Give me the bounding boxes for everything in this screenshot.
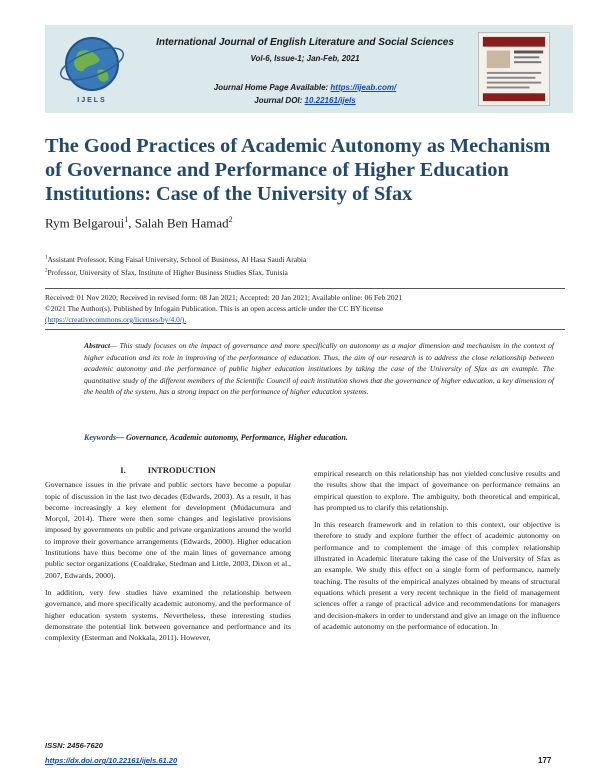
- journal-title: International Journal of English Literature and Social Sciences: [156, 37, 454, 48]
- keywords: [84, 433, 348, 442]
- license-line: ©2021 The Author(s). Published by Infogain Publication. This is an open access article under the CC BY license: [45, 304, 384, 313]
- abstract: [84, 340, 554, 398]
- doi-label: Journal DOI:: [254, 96, 305, 105]
- journal-doi: [140, 94, 470, 107]
- author-1-sup: 1: [124, 215, 129, 224]
- doi-link[interactable]: 10.22161/ijels: [304, 96, 356, 105]
- paragraph: In addition, very few studies have examined the relationship between governance, and more specifically academic autonomy, and the performance of higher education system systems. Nevertheless, these interesting studies demonstrate the potential link between governance and performance and its complexity (Esterman and Nokkala, 2011). However,: [45, 587, 291, 643]
- footer-issn: ISSN: 2456-7620: [45, 741, 103, 750]
- section-number: I.: [120, 465, 126, 475]
- body-right-column: [314, 468, 560, 638]
- journal-volume: Vol-6, Issue-1; Jan-Feb, 2021: [250, 54, 360, 63]
- dates-block: [45, 292, 565, 325]
- abstract-text: — This study focuses on the impact of governance and more specifically on autonomy as a major dimension and mechanism in the context of higher education and its role in improving of the performance of education. Thus, the aim of our research is to address the close relationship between academic autonomy and the performance of public higher education institutions by taking the case of the University of Sfax as an example. The quantitative study of the different members of the Scientific Council of each institution shows that the governance of higher education, a key dimension of the health of the system, has a strong impact on the performance of higher education systems.: [84, 341, 554, 396]
- paragraph: In this research framework and in relation to this context, our objective is therefore to study and explore further the effect of academic autonomy on performance and to complement the image of this complex relationship illustrated in Academic literature taking the case of the University of Sfax as an example. We study this effect on a single form of performance, namely teaching. The results of the empirical analyzes obtained by means of structural equations which present a very recent technique in the field of management sciences offer a range of practical advice and recommendations for managers and decision-makers in order to understand and give an image on the influence of academic autonomy on the performance of education. In: [314, 520, 560, 631]
- paper-title: The Good Practices of Academic Autonomy as Mechanism of Governance and Performance of Higher Education Institutions: Case of the University of Sfax: [45, 135, 551, 205]
- footer-doi-link[interactable]: https://dx.doi.org/10.22161/ijels.61.20: [45, 756, 178, 765]
- paragraph: empirical research on this relationship has not yielded conclusive results and the results show that the impact of governance on performance remains an empirical question to explore. The ambiguity, both theoretical and empirical, has prompted us to clarify this relationship.: [314, 469, 560, 512]
- paragraph: Governance issues in the private and public sectors have become a popular topic of discussion in the last two decades (Edwards, 2003). As a result, it has become increasingly a key element for development (Mudacumura and Morçol, 2014). There were then some changes and legislative provisions imposed by governments on public and private organizations around the world to improve their governance arrangements (Edwards, 2000). Higher education Institutions have thus become one of the main lines of governance among public sector organizations (Coaldrake, Stedman and Little, 2003, Dixon et al., 2007, Edwards, 2000).: [45, 480, 291, 580]
- journal-cover-image: [478, 32, 550, 106]
- section-title: INTRODUCTION: [147, 465, 216, 475]
- affil-1-sup: 1: [45, 255, 48, 261]
- keywords-label: Keywords: [84, 433, 116, 442]
- journal-logo-icon: [56, 30, 128, 102]
- home-label: Journal Home Page Available:: [213, 83, 331, 92]
- affiliation-2: [45, 268, 288, 277]
- divider-bottom: [45, 329, 565, 330]
- affil-1-text: Assistant Professor, King Faisal University, School of Business, Al Hasa Saudi Arabia: [47, 255, 307, 264]
- abstract-label: Abstract: [84, 341, 111, 350]
- logo-text: IJELS: [77, 97, 107, 104]
- authors: [45, 215, 233, 231]
- author-1: Rym Belgaroui: [45, 215, 125, 231]
- home-link[interactable]: https://ijeab.com/: [330, 83, 397, 92]
- license-link[interactable]: (https://creativecommons.org/licenses/by/4.0/).: [45, 315, 187, 324]
- dates-line: Received: 01 Nov 2020; Received in revised form: 08 Jan 2021; Accepted: 20 Jan 2021; Available online: 06 Feb 2021: [45, 293, 403, 302]
- body-left-column: [45, 465, 291, 649]
- affil-2-sup: 2: [45, 268, 48, 274]
- keywords-text: — Governance, Academic autonomy, Performance, Higher education.: [116, 433, 348, 442]
- journal-home: [140, 81, 470, 94]
- section-heading: [45, 465, 291, 476]
- affil-2-text: Professor, University of Sfax, Institute of Higher Business Studies Sfax, Tunisia: [47, 268, 288, 277]
- page-number: 177: [538, 756, 552, 765]
- affiliation-1: [45, 255, 306, 264]
- divider-top: [45, 288, 565, 289]
- journal-header: [140, 36, 470, 107]
- author-2: , Salah Ben Hamad: [128, 215, 229, 231]
- author-2-sup: 2: [228, 215, 233, 224]
